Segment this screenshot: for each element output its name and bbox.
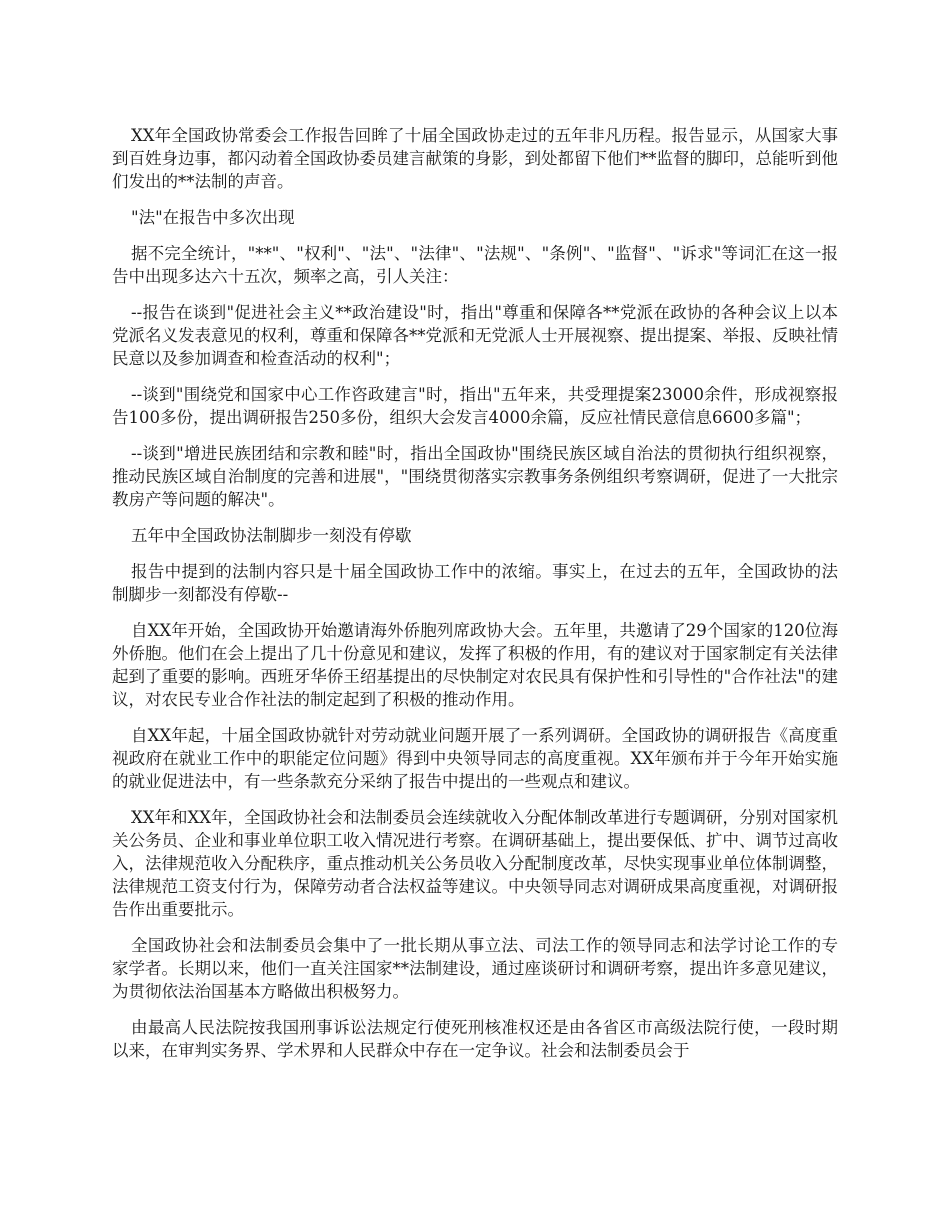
paragraph-political-construction: --报告在谈到"促进社会主义**政治建设"时，指出"尊重和保障各**党派在政协的各种会议上以本党派名义发表意见的权利，尊重和保障各**党派和无党派人士开展视察、提出提案、举报、反映社情民意以及参加调查和检查活动的权利"； <box>112 303 838 368</box>
document-body <box>112 124 838 1075</box>
paragraph-committee-experts: 全国政协社会和法制委员会集中了一批长期从事立法、司法工作的领导同志和法学讨论工作的专家学者。长期以来，他们一直关注国家**法制建设，通过座谈研讨和调研考察，提出许多意见建议，为贯彻依法治国基本方略做出积极努力。 <box>112 936 838 1001</box>
paragraph-income-distribution: XX年和XX年，全国政协社会和法制委员会连续就收入分配体制改革进行专题调研，分别对国家机关公务员、企业和事业单位职工收入情况进行考察。在调研基础上，提出要保低、扩中、调节过高收入，法律规范收入分配秩序，重点推动机关公务员收入分配制度改革，尽快实现事业单位体制调整，法律规范工资支付行为，保障劳动者合法权益等建议。中央领导同志对调研成果高度重视，对调研报告作出重要批示。 <box>112 808 838 919</box>
section-heading-five-years: 五年中全国政协法制脚步一刻没有停歇 <box>131 526 412 545</box>
paragraph-overseas-chinese: 自XX年开始，全国政协开始邀请海外侨胞列席政协大会。五年里，共邀请了29个国家的120位海外侨胞。他们在会上提出了几十份意见和建议，发挥了积极的作用，有的建议对于国家制定有关法律起到了重要的影响。西班牙华侨王绍基提出的尽快制定对农民具有保护性和引导性的"合作社法"的建议，对农民专业合作社法的制定起到了积极的推动作用。 <box>112 621 838 709</box>
paragraph-proposals: --谈到"围绕党和国家中心工作咨政建言"时，指出"五年来，共受理提案23000余件，形成视察报告100多份，提出调研报告250多份，组织大会发言4000余篇，反应社情民意信息6600多篇"； <box>112 385 838 427</box>
paragraph-employment: 自XX年起，十届全国政协就针对劳动就业问题开展了一系列调研。全国政协的调研报告《高度重视政府在就业工作中的职能定位问题》得到中央领导同志的高度重视。XX年颁布并于今年开始实施的就业促进法中，有一些条款充分采纳了报告中提出的一些观点和建议。 <box>112 726 838 791</box>
paragraph-statistics: 据不完全统计，"**"、"权利"、"法"、"法律"、"法规"、"条例"、"监督"、"诉求"等词汇在这一报告中出现多达六十五次，频率之高，引人关注： <box>112 244 838 286</box>
paragraph-death-penalty-review: 由最高人民法院按我国刑事诉讼法规定行使死刑核准权还是由各省区市高级法院行使，一段时期以来，在审判实务界、学术界和人民群众中存在一定争议。社会和法制委员会于 <box>112 1018 838 1060</box>
paragraph-legal-steps: 报告中提到的法制内容只是十届全国政协工作中的浓缩。事实上，在过去的五年，全国政协的法制脚步一刻都没有停歇-- <box>112 562 838 604</box>
paragraph-intro: XX年全国政协常委会工作报告回眸了十届全国政协走过的五年非凡历程。报告显示，从国家大事到百姓身边事，都闪动着全国政协委员建言献策的身影，到处都留下他们**监督的脚印，总能听到他们发出的**法制的声音。 <box>112 126 838 191</box>
section-heading-law-mentions: "法"在报告中多次出现 <box>131 208 295 227</box>
paragraph-ethnic-unity: --谈到"增进民族团结和宗教和睦"时，指出全国政协"围绕民族区域自治法的贯彻执行组织视察，推动民族区域自治制度的完善和进展"，"围绕贯彻落实宗教事务条例组织考察调研，促进了一大批宗教房产等问题的解决"。 <box>112 444 838 509</box>
